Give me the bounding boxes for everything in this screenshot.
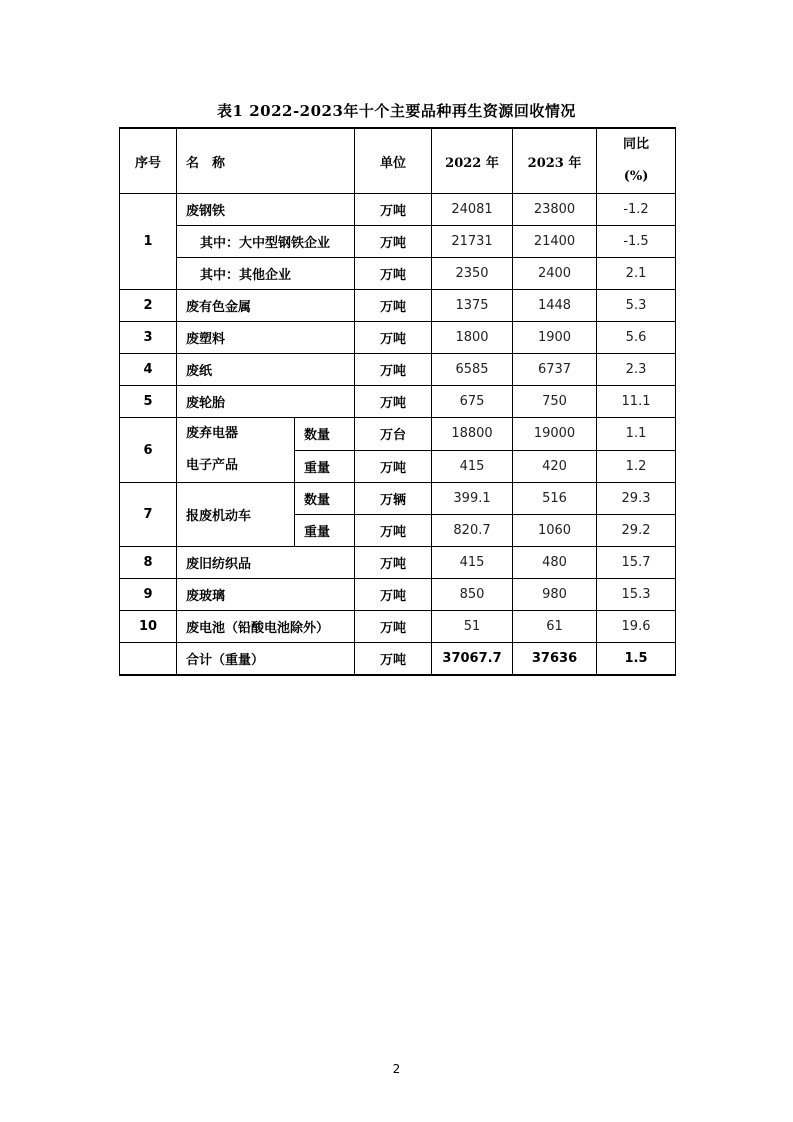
row-name: 废纸 [177, 354, 355, 386]
row-2023: 420 [513, 450, 597, 483]
table-row [120, 226, 676, 258]
header-2022: 2022 年 [432, 128, 513, 194]
row-name: 废旧纺织品 [177, 547, 355, 579]
row-unit: 万吨 [355, 611, 432, 643]
row-2023: 21400 [513, 226, 597, 258]
row-seq: 8 [120, 547, 177, 579]
row-name: 废电池（铅酸电池除外） [177, 611, 355, 643]
row-2023: 750 [513, 386, 597, 418]
table-row [120, 354, 676, 386]
row-subname: 重量 [295, 450, 355, 483]
table-row [120, 547, 676, 579]
row-unit: 万吨 [355, 194, 432, 226]
row-yoy: 15.3 [597, 579, 676, 611]
header-name: 名 称 [177, 128, 355, 194]
row-2022: 850 [432, 579, 513, 611]
row-2023: 19000 [513, 418, 597, 451]
row-name: 其中：其他企业 [177, 258, 355, 290]
header-seq: 序号 [120, 128, 177, 194]
row-yoy: -1.2 [597, 194, 676, 226]
recycling-table [119, 127, 676, 676]
row-yoy: 15.7 [597, 547, 676, 579]
row-2023: 1900 [513, 322, 597, 354]
row-name: 其中：大中型钢铁企业 [177, 226, 355, 258]
row-yoy: 5.6 [597, 322, 676, 354]
row-seq: 7 [120, 483, 177, 547]
table-row [120, 290, 676, 322]
row-2023: 6737 [513, 354, 597, 386]
row-name: 废钢铁 [177, 194, 355, 226]
total-yoy: 1.5 [597, 643, 676, 676]
row-2023: 980 [513, 579, 597, 611]
row-seq: 6 [120, 418, 177, 483]
row-2023: 2400 [513, 258, 597, 290]
row-unit: 万吨 [355, 290, 432, 322]
total-unit: 万吨 [355, 643, 432, 676]
total-row [120, 643, 676, 676]
table-row [120, 258, 676, 290]
page-number: 2 [392, 1062, 401, 1076]
row-seq: 9 [120, 579, 177, 611]
row-name: 废塑料 [177, 322, 355, 354]
row-yoy: 29.3 [597, 483, 676, 515]
row-seq: 10 [120, 611, 177, 643]
row-unit: 万吨 [355, 547, 432, 579]
total-2022: 37067.7 [432, 643, 513, 676]
table-row [120, 418, 676, 451]
row-2022: 51 [432, 611, 513, 643]
row-2022: 21731 [432, 226, 513, 258]
row-2023: 23800 [513, 194, 597, 226]
header-yoy [597, 128, 676, 194]
row-2023: 480 [513, 547, 597, 579]
row-yoy: -1.5 [597, 226, 676, 258]
table-title: 表1 2022-2023年十个主要品种再生资源回收情况 [217, 102, 576, 120]
row-2022: 1375 [432, 290, 513, 322]
row-2023: 516 [513, 483, 597, 515]
row-seq: 2 [120, 290, 177, 322]
header-yoy-line2: (%) [623, 169, 649, 184]
row-name: 废有色金属 [177, 290, 355, 322]
row-unit: 万吨 [355, 386, 432, 418]
header-row [120, 128, 676, 194]
row-unit: 万吨 [355, 515, 432, 547]
row-seq: 1 [120, 194, 177, 290]
row-unit: 万台 [355, 418, 432, 451]
table-row [120, 194, 676, 226]
row-unit: 万吨 [355, 322, 432, 354]
row-unit: 万吨 [355, 579, 432, 611]
header-yoy-line1: 同比 [623, 137, 650, 152]
table-row [120, 579, 676, 611]
row-seq: 3 [120, 322, 177, 354]
row-2022: 1800 [432, 322, 513, 354]
total-name: 合计（重量） [177, 643, 355, 676]
row-yoy: 11.1 [597, 386, 676, 418]
row-2022: 820.7 [432, 515, 513, 547]
row-seq: 4 [120, 354, 177, 386]
row-yoy: 1.2 [597, 450, 676, 483]
table-row [120, 611, 676, 643]
row-unit: 万吨 [355, 354, 432, 386]
row-2022: 18800 [432, 418, 513, 451]
row-2023: 61 [513, 611, 597, 643]
row-unit: 万吨 [355, 226, 432, 258]
row-unit: 万辆 [355, 483, 432, 515]
row-2022: 24081 [432, 194, 513, 226]
row-yoy: 19.6 [597, 611, 676, 643]
row-name [177, 418, 295, 483]
total-seq-empty [120, 643, 177, 676]
row-name-line2: 电子产品 [186, 458, 239, 473]
row-2022: 6585 [432, 354, 513, 386]
row-seq: 5 [120, 386, 177, 418]
total-2023: 37636 [513, 643, 597, 676]
row-subname: 重量 [295, 515, 355, 547]
row-2023: 1060 [513, 515, 597, 547]
table-row [120, 322, 676, 354]
row-name: 废轮胎 [177, 386, 355, 418]
row-yoy: 2.3 [597, 354, 676, 386]
table-row [120, 386, 676, 418]
row-subname: 数量 [295, 483, 355, 515]
row-2022: 415 [432, 547, 513, 579]
row-2023: 1448 [513, 290, 597, 322]
row-unit: 万吨 [355, 258, 432, 290]
table-row [120, 483, 676, 515]
header-unit: 单位 [355, 128, 432, 194]
row-2022: 675 [432, 386, 513, 418]
row-2022: 2350 [432, 258, 513, 290]
row-yoy: 29.2 [597, 515, 676, 547]
row-name: 废玻璃 [177, 579, 355, 611]
row-subname: 数量 [295, 418, 355, 451]
row-2022: 399.1 [432, 483, 513, 515]
row-unit: 万吨 [355, 450, 432, 483]
row-name-line1: 废弃电器 [186, 426, 239, 441]
row-name: 报废机动车 [177, 483, 295, 547]
header-2023: 2023 年 [513, 128, 597, 194]
row-yoy: 1.1 [597, 418, 676, 451]
row-yoy: 2.1 [597, 258, 676, 290]
row-2022: 415 [432, 450, 513, 483]
row-yoy: 5.3 [597, 290, 676, 322]
